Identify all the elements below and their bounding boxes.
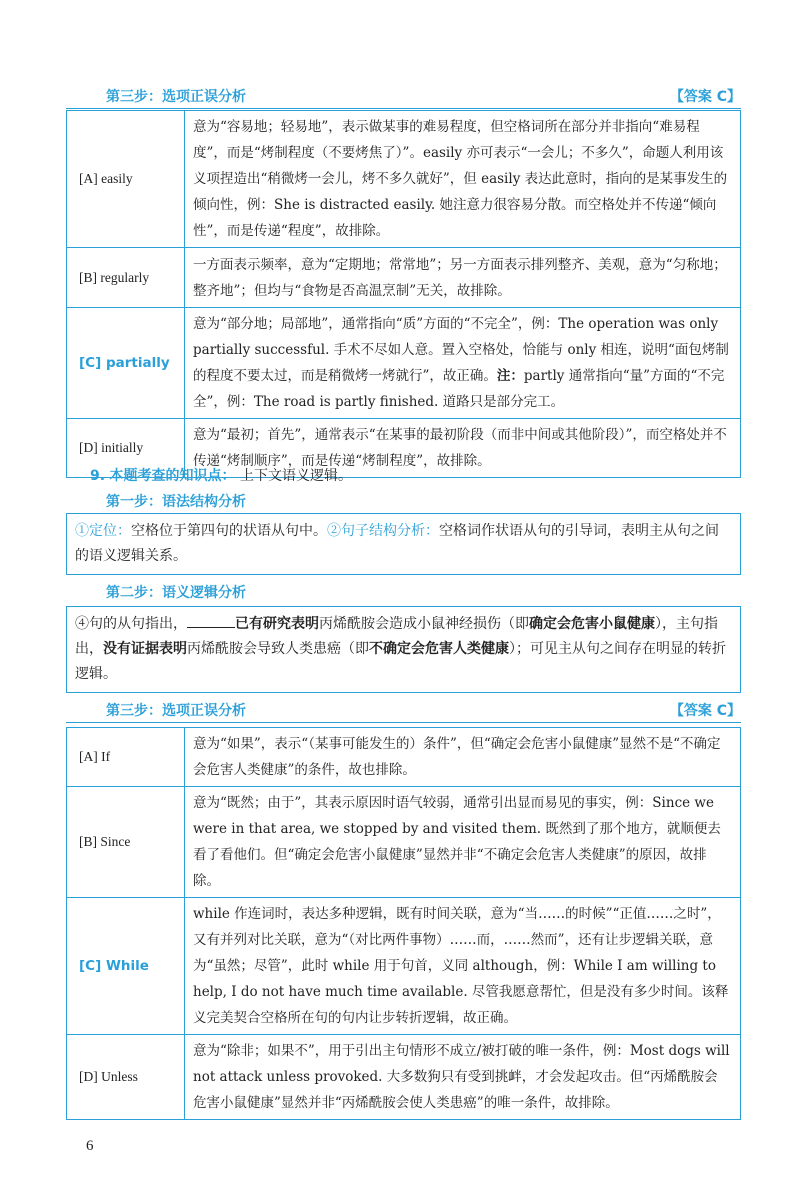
- question-lead: 本题考查的知识点：: [109, 468, 236, 484]
- step3-header-q8: [66, 86, 741, 109]
- option-row: [67, 248, 741, 308]
- step3-title: 第三步：选项正误分析: [106, 703, 246, 719]
- step2-part: 丙烯酰胺会导致人类患癌（即: [187, 641, 369, 657]
- note-label: 注：: [496, 368, 524, 384]
- options-table-q9: [66, 727, 741, 1120]
- option-row: [67, 787, 741, 898]
- step2-part: ），主句指出，: [75, 616, 718, 657]
- option-label-correct: [C] While: [67, 898, 185, 1035]
- options-table-q8: [66, 110, 741, 478]
- step1-box: [66, 513, 741, 575]
- note-text: partly 通常指向“量”方面的“不完全”，例：The road is partly finished. 道路只是部分完工。: [193, 368, 725, 410]
- option-text-main: 意为“部分地；局部地”，通常指向“质”方面的“不完全”，例：The operation was only partially successful. 手术不尽如人意。置入空格处，恰能与 only 相连，说明“面包烤制的程度不要太过，而是稍微烤一烤就行”，故正确。: [193, 316, 729, 384]
- answer-badge: 【答案 C】: [669, 89, 741, 105]
- option-text: 意为“容易地；轻易地”，表示做某事的难易程度，但空格词所在部分并非指向“难易程度”，而是“烤制程度（不要烤焦了）”。easily 亦可表示“一会儿；不多久”，命题人利用该义项捏造出“稍微烤一会儿，烤不多久就好”，但 easily 表达此意时，指向的是某事发生的倾向性，例：She is distracted easily. 她注意力很容易分散。而空格处并不传递“倾向性”，而是传递“程度”，故排除。: [185, 111, 741, 248]
- option-text: 意为“最初；首先”，通常表示“在某事的最初阶段（而非中间或其他阶段）”，而空格处并不传递“烤制顺序”，而是传递“烤制程度”，故排除。: [185, 419, 741, 478]
- structure-text: 空格词作状语从句的引导词，表明主从句之间的语义逻辑关系。: [75, 523, 719, 564]
- step2-part: 丙烯酰胺会造成小鼠神经损伤（即: [319, 616, 529, 632]
- option-label: [B] regularly: [67, 248, 185, 308]
- blank-line: [187, 613, 235, 628]
- option-text: [185, 308, 741, 419]
- option-label: [A] easily: [67, 111, 185, 248]
- question-number: 9.: [90, 468, 106, 484]
- page-number: 6: [86, 1138, 94, 1154]
- option-label-correct: [C] partially: [67, 308, 185, 419]
- step2-bold: 已有研究表明: [235, 616, 319, 632]
- option-row: [67, 728, 741, 787]
- option-label: [D] initially: [67, 419, 185, 478]
- locate-text: 空格位于第四句的状语从句中。: [131, 523, 327, 539]
- option-row: [67, 308, 741, 419]
- option-label: [D] Unless: [67, 1035, 185, 1120]
- question-title: [90, 465, 352, 485]
- option-text: 意为“如果”，表示“（某事可能发生的）条件”，但“确定会危害小鼠健康”显然不是“不确定会危害人类健康”的条件，故也排除。: [185, 728, 741, 787]
- step1-title: 第一步：语法结构分析: [106, 494, 246, 510]
- step2-bold: 确定会危害小鼠健康: [529, 616, 655, 632]
- option-row: [67, 1035, 741, 1120]
- option-row: [67, 111, 741, 248]
- option-text: 一方面表示频率，意为“定期地；常常地”；另一方面表示排列整齐、美观，意为“匀称地；整齐地”；但均与“食物是否高温烹制”无关，故排除。: [185, 248, 741, 308]
- option-text: 意为“除非；如果不”，用于引出主句情形不成立/被打破的唯一条件，例：Most dogs will not attack unless provoked. 大多数狗只有受到挑衅，才会发起攻击。但“丙烯酰胺会危害小鼠健康”显然并非“丙烯酰胺会使人类患癌”的唯一条件，故排除。: [185, 1035, 741, 1120]
- step2-bold: 没有证据表明: [103, 641, 187, 657]
- step3-header-q9: [66, 700, 741, 723]
- step2-bold: 不确定会危害人类健康: [369, 641, 509, 657]
- option-label: [A] If: [67, 728, 185, 787]
- step2-part: ④句的从句指出，: [75, 616, 187, 632]
- structure-label: ②句子结构分析：: [327, 523, 439, 539]
- step3-title: 第三步：选项正误分析: [106, 89, 246, 105]
- question-topic: 上下文语义逻辑。: [239, 468, 352, 484]
- option-text: while 作连词时，表达多种逻辑，既有时间关联，意为“当……的时候”“正值……之时”，又有并列对比关联，意为“（对比两件事物）……而，……然而”，还有让步逻辑关联，意为“虽然；尽管”，此时 while 用于句首，义同 although，例：While I am willing to help, I do not have much time available. 尽管我愿意帮忙，但是没有多少时间。该释义完美契合空格所在句的句内让步转折逻辑，故正确。: [185, 898, 741, 1035]
- step2-part: ）；可见主从句之间存在明显的转折逻辑。: [75, 641, 726, 682]
- option-row: [67, 898, 741, 1035]
- step2-title: 第二步：语义逻辑分析: [106, 585, 246, 601]
- step2-box: [66, 606, 741, 693]
- option-label: [B] Since: [67, 787, 185, 898]
- locate-label: ①定位：: [75, 523, 131, 539]
- option-text: 意为“既然；由于”，其表示原因时语气较弱，通常引出显而易见的事实，例：Since we were in that area, we stopped by and visited them. 既然到了那个地方，就顺便去看了看他们。但“确定会危害小鼠健康”显然并非“不确定会危害人类健康”的原因，故排除。: [185, 787, 741, 898]
- answer-badge: 【答案 C】: [669, 703, 741, 719]
